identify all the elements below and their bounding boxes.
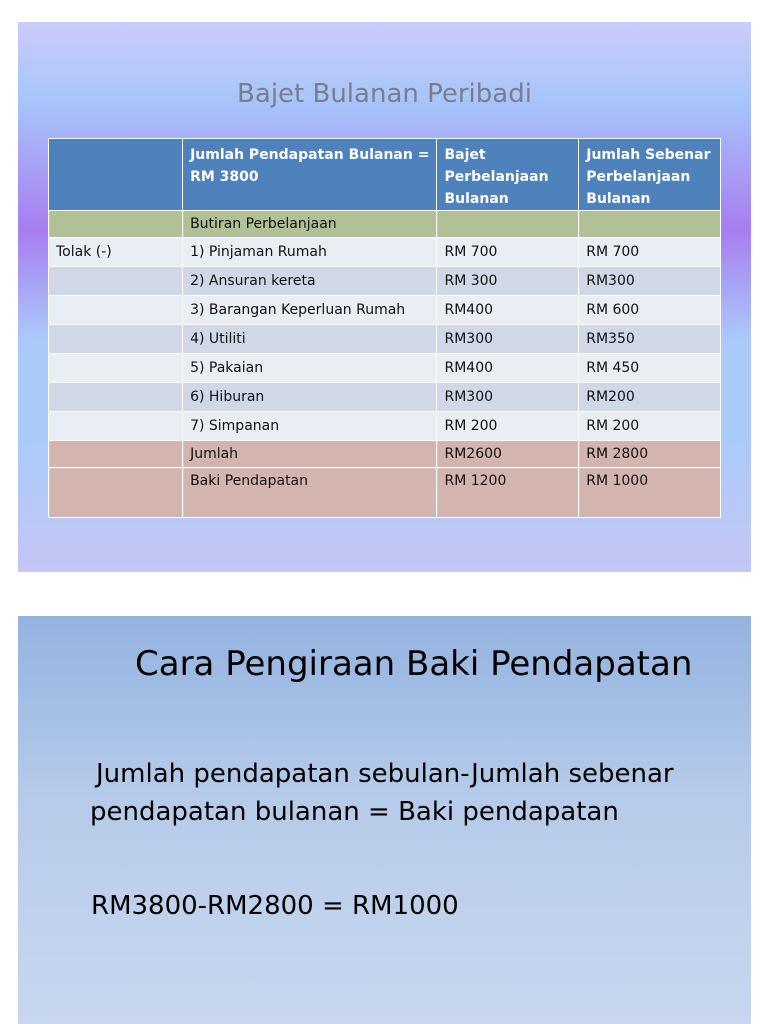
row-actual: RM 450 (579, 354, 721, 383)
table-row (49, 354, 721, 383)
slide-calculation (18, 616, 751, 1024)
slide-title: Bajet Bulanan Peribadi (237, 79, 532, 109)
table-header-row (49, 139, 721, 211)
row-budget: RM300 (437, 383, 579, 412)
row-item: 1) Pinjaman Rumah (183, 238, 437, 267)
header-cell-actual: Jumlah Sebenar Perbelanjaan Bulanan (579, 139, 721, 211)
section-cell-blank (49, 211, 183, 238)
total-label: Jumlah (183, 441, 437, 468)
row-item: 6) Hiburan (183, 383, 437, 412)
total-actual: RM 2800 (579, 441, 721, 468)
row-label (49, 296, 183, 325)
budget-table (48, 138, 721, 518)
balance-cell-blank (49, 468, 183, 518)
row-actual: RM 600 (579, 296, 721, 325)
row-item: 5) Pakaian (183, 354, 437, 383)
header-cell-income: Jumlah Pendapatan Bulanan = RM 3800 (183, 139, 437, 211)
total-row (49, 441, 721, 468)
row-budget: RM300 (437, 325, 579, 354)
formula-line-2: pendapatan bulanan = Baki pendapatan (90, 797, 619, 827)
balance-label: Baki Pendapatan (183, 468, 437, 518)
row-item: 4) Utiliti (183, 325, 437, 354)
balance-actual: RM 1000 (579, 468, 721, 518)
section-cell-blank (437, 211, 579, 238)
row-label (49, 383, 183, 412)
row-budget: RM400 (437, 354, 579, 383)
slide-budget-table (18, 22, 751, 572)
section-label: Butiran Perbelanjaan (183, 211, 437, 238)
row-label (49, 412, 183, 441)
formula-line-1: Jumlah pendapatan sebulan-Jumlah sebenar (96, 759, 674, 789)
row-item: 3) Barangan Keperluan Rumah (183, 296, 437, 325)
slide-title: Cara Pengiraan Baki Pendapatan (135, 644, 693, 684)
total-budget: RM2600 (437, 441, 579, 468)
row-item: 2) Ansuran kereta (183, 267, 437, 296)
balance-budget: RM 1200 (437, 468, 579, 518)
table-row (49, 383, 721, 412)
calculation-result: RM3800-RM2800 = RM1000 (91, 891, 459, 921)
row-budget: RM 700 (437, 238, 579, 267)
row-label (49, 354, 183, 383)
table-row (49, 238, 721, 267)
table-row (49, 296, 721, 325)
balance-row (49, 468, 721, 518)
row-label (49, 325, 183, 354)
row-budget: RM400 (437, 296, 579, 325)
table-row (49, 412, 721, 441)
total-cell-blank (49, 441, 183, 468)
row-actual: RM350 (579, 325, 721, 354)
row-actual: RM 200 (579, 412, 721, 441)
section-row (49, 211, 721, 238)
header-cell-blank (49, 139, 183, 211)
row-label: Tolak (-) (49, 238, 183, 267)
table-row (49, 267, 721, 296)
row-label (49, 267, 183, 296)
row-actual: RM 700 (579, 238, 721, 267)
section-cell-blank (579, 211, 721, 238)
row-budget: RM 300 (437, 267, 579, 296)
row-item: 7) Simpanan (183, 412, 437, 441)
header-cell-budget: Bajet Perbelanjaan Bulanan (437, 139, 579, 211)
table-row (49, 325, 721, 354)
row-budget: RM 200 (437, 412, 579, 441)
row-actual: RM300 (579, 267, 721, 296)
row-actual: RM200 (579, 383, 721, 412)
